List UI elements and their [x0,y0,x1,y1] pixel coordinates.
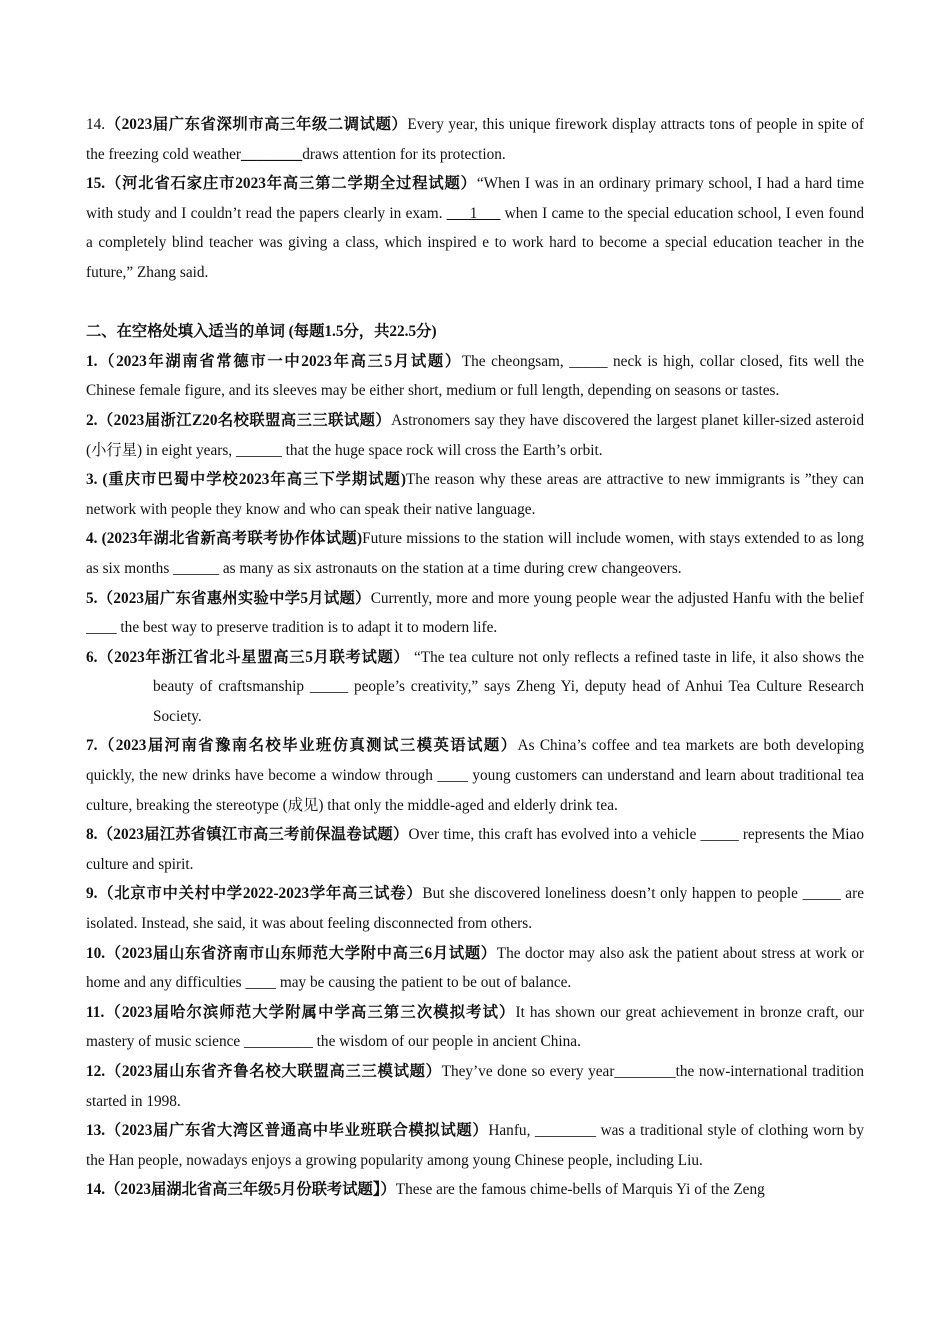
question-source: （河北省石家庄市2023年高三第二学期全过程试题） [105,175,477,193]
question-number: 6. [86,648,98,666]
question-source: （2023届河南省豫南名校毕业班仿真测试三模英语试题） [97,737,518,755]
question-text: As China’s coffee and tea markets are both developing quickly, the new drinks have become a window through ____ young customers can understand and learn about traditional tea culture, breaking the stereotype (成见) that only the middle-aged and elderly drink tea. [86,737,864,814]
question-text: The cheongsam, _____ neck is high, collar closed, fits well the Chinese female figure, and its sleeves may be either short, medium or full length, depending on seasons or tastes. [86,352,864,400]
question-number: 15. [86,175,106,193]
question-text: Astronomers say they have discovered the largest planet killer-sized asteroid (小行星) in eight years, ______ that the huge space rock will cross the Earth’s orbit. [86,411,864,459]
question-source: （2023届山东省齐鲁名校大联盟高三三模试题） [105,1063,442,1080]
question-number: 14. [86,1181,106,1199]
page-content [86,110,864,1205]
question-source: （2023届江苏省镇江市高三考前保温卷试题） [97,826,409,844]
question-number: 5. [86,589,98,607]
question-text: “The tea culture not only reflects a refined taste in life, it also shows the beauty of craftsmanship _____ people’s creativity,” says Zheng Yi, deputy head of Anhui Tea Culture Research Society. [153,648,864,725]
question-list [86,347,864,1205]
question-item [86,406,864,465]
question-item [86,584,864,643]
question-number: 10. [86,944,106,962]
answer-blank: ___1___ [446,204,501,222]
question-text: “When I was in an ordinary primary school, I had a hard time with study and I couldn’t read the papers clearly in exam. [86,175,864,222]
question-item [86,998,864,1057]
question-source: （2023届广东省惠州实验中学5月试题） [97,589,371,607]
question-text: when I came to the special education school, I even found a completely blind teacher was giving a class, which inspired e to work hard to become a special education teacher in the future,” Zhang said. [86,204,865,281]
question-source: （2023届广东省大湾区普通高中毕业班联合模拟试题） [105,1122,489,1140]
question-source: (重庆市巴蜀中学校2023年高三下学期试题) [102,471,406,489]
question-text: Hanfu, ________ was a traditional style of clothing worn by the Han people, nowadays enjoys a growing popularity among young Chinese people, including Liu. [86,1122,864,1169]
question-number: 2. [86,411,98,429]
question-text: They’ve done so every year________the now-international tradition started in 1998. [86,1063,864,1110]
question-item [86,1116,864,1175]
question-number: 12. [86,1063,106,1080]
section-title: 二、在空格处填入适当的单词 (每题1.5分，共22.5分) [86,323,437,341]
question-text: draws attention for its protection. [302,145,506,163]
question-source: （2023届广东省深圳市高三年级二调试题） [105,116,408,133]
question-item [86,524,864,583]
question-text: These are the famous chime-bells of Marquis Yi of the Zeng [395,1181,765,1199]
question-number: 4. [86,530,102,548]
question-source: （2023年浙江省北斗星盟高三5月联考试题） [97,648,410,666]
question-source: （2023届山东省济南市山东师范大学附中高三6月试题） [105,944,497,962]
question-number: 11. [86,1003,105,1021]
question-item [86,879,864,938]
question-item [86,643,864,732]
question-item [86,1175,864,1205]
question-15 [86,169,864,287]
question-item [86,347,864,406]
question-source: （北京市中关村中学2022-2023学年高三试卷） [97,885,423,903]
question-number: 1. [86,352,98,370]
question-item [86,939,864,998]
question-text: The doctor may also ask the patient about stress at work or home and any difficulties ____ may be causing the patient to be out of balance. [86,944,864,992]
question-text: It has shown our great achievement in bronze craft, our mastery of music science _________ the wisdom of our people in ancient China. [86,1003,864,1051]
question-source: （2023届湖北省高三年级5月份联考试题】） [105,1181,396,1199]
question-text: Over time, this craft has evolved into a vehicle _____ represents the Miao culture and spirit. [86,826,864,873]
question-number: 14. [86,116,106,133]
question-number: 9. [86,885,98,903]
question-number: 7. [86,737,98,755]
question-14 [86,110,864,169]
question-text: Currently, more and more young people wear the adjusted Hanfu with the belief ____ the best way to preserve tradition is to adapt it to modern life. [86,589,864,637]
question-source: （2023年湖南省常德市一中2023年高三5月试题） [97,352,462,370]
question-item [86,1057,864,1116]
question-text: Future missions to the station will include women, with stays extended to as long as six months ______ as many as six astronauts on the station at a time during crew changeovers. [86,530,864,577]
question-text: The reason why these areas are attractive to new immigrants is ”they can network with people they know and who can speak their native language. [86,471,864,518]
question-number: 13. [86,1122,106,1140]
question-item [86,731,864,820]
answer-blank: ________ [241,145,303,163]
question-source: （2023届浙江Z20名校联盟高三三联试题） [97,411,392,429]
question-text: But she discovered loneliness doesn’t only happen to people _____ are isolated. Instead, she said, it was about feeling disconnected from others. [86,885,864,933]
question-text: Every year, this unique firework display attracts tons of people in spite of the freezing cold weather [86,116,864,163]
question-source: (2023年湖北省新高考联考协作体试题) [101,530,363,548]
question-item [86,820,864,879]
question-source: （2023届哈尔滨师范大学附属中学高三第三次模拟考试） [104,1003,516,1021]
question-item [86,465,864,524]
question-number: 3. [86,471,103,489]
question-number: 8. [86,826,98,844]
